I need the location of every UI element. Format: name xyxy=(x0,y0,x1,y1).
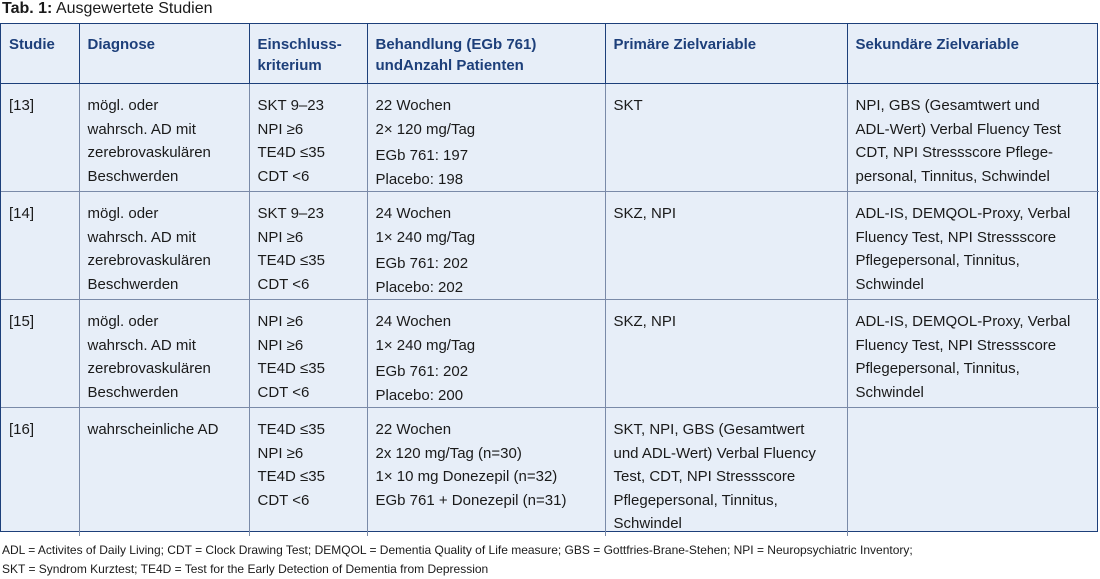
cell-diagnose xyxy=(79,192,249,300)
cell-studie xyxy=(1,300,79,408)
caption-text: Ausgewertete Studien xyxy=(55,0,213,17)
diagnose-line: wahrsch. AD mit xyxy=(87,228,196,246)
primaer-line: SKZ, NPI xyxy=(613,313,677,330)
sekundaer-line: ADL-Wert) Verbal Fluency Test xyxy=(855,120,1061,138)
cell-primaer xyxy=(605,84,847,192)
cell-kriterium xyxy=(249,408,367,536)
column-header-behandlung xyxy=(367,24,605,84)
primaer-line: Pflegepersonal, Tinnitus, xyxy=(613,491,778,509)
behandlung-line: EGb 761 + Donezepil (n=31) xyxy=(375,491,567,509)
cell-kriterium xyxy=(249,192,367,300)
sekundaer-line: ADL-IS, DEMQOL-Proxy, Verbal xyxy=(855,205,1071,222)
cell-behandlung xyxy=(367,192,605,300)
primaer-line: Schwindel xyxy=(613,515,682,532)
patients-line: EGb 761: 202 xyxy=(375,255,469,272)
primaer-line: SKT, NPI, GBS (Gesamtwert xyxy=(613,421,805,438)
kriterium-line: NPI ≥6 xyxy=(257,336,304,354)
table-caption xyxy=(2,0,212,18)
diagnose-line: wahrsch. AD mit xyxy=(87,120,196,138)
table-row xyxy=(1,408,1099,536)
sekundaer-line: Schwindel xyxy=(855,383,924,401)
sekundaer-line: CDT, NPI Stressscore Pflege- xyxy=(855,144,1054,161)
cell-primaer xyxy=(605,408,847,536)
column-header-line: Anzahl Patienten xyxy=(403,57,524,74)
kriterium-line: CDT <6 xyxy=(257,275,310,293)
behandlung-line: 24 Wochen xyxy=(375,313,452,330)
diagnose-line: Beschwerden xyxy=(87,383,179,401)
column-header-line: Sekundäre Zielvariable xyxy=(855,36,1019,53)
kriterium-line: CDT <6 xyxy=(257,383,310,401)
diagnose-line: mögl. oder xyxy=(87,313,159,330)
diagnose-line: wahrsch. AD mit xyxy=(87,336,196,354)
cell-sekundaer xyxy=(847,84,1099,192)
diagnose-line: zerebrovaskulären xyxy=(87,360,211,377)
kriterium-line: SKT 9–23 xyxy=(257,97,324,114)
diagnose-line: zerebrovaskulären xyxy=(87,252,211,269)
kriterium-line: SKT 9–23 xyxy=(257,205,324,222)
column-header-line: Studie xyxy=(9,36,55,53)
primaer-line: SKT xyxy=(613,97,643,114)
diagnose-line: wahrscheinliche AD xyxy=(87,421,219,438)
patients-line: EGb 761: 197 xyxy=(375,147,469,164)
column-header-line: kriterium xyxy=(257,57,322,74)
study-reference: [14] xyxy=(9,205,35,222)
sekundaer-line: NPI, GBS (Gesamtwert und xyxy=(855,97,1040,114)
diagnose-line: mögl. oder xyxy=(87,205,159,222)
column-header-line: Primäre Zielvariable xyxy=(613,36,757,53)
table-row xyxy=(1,300,1099,408)
behandlung-line: 2x 120 mg/Tag (n=30) xyxy=(375,444,522,462)
cell-diagnose xyxy=(79,408,249,536)
primaer-line: SKZ, NPI xyxy=(613,205,677,222)
column-header-diagnose xyxy=(79,24,249,84)
kriterium-line: CDT <6 xyxy=(257,491,310,509)
caption-label: Tab. 1: xyxy=(2,0,53,17)
behandlung-line: 1× 240 mg/Tag xyxy=(375,336,476,354)
column-header-line: Behandlung (EGb 761) und xyxy=(375,36,537,74)
sekundaer-line: Pflegepersonal, Tinnitus, xyxy=(855,360,1020,377)
sekundaer-line: Pflegepersonal, Tinnitus, xyxy=(855,252,1020,269)
footnote-line: SKT = Syndrom Kurztest; TE4D = Test for the Early Detection of Dementia from Depression xyxy=(2,562,489,576)
cell-sekundaer xyxy=(847,408,1099,536)
cell-sekundaer xyxy=(847,300,1099,408)
study-reference: [13] xyxy=(9,97,35,114)
cell-primaer xyxy=(605,192,847,300)
cell-behandlung xyxy=(367,300,605,408)
behandlung-line: 24 Wochen xyxy=(375,205,452,222)
sekundaer-line: ADL-IS, DEMQOL-Proxy, Verbal xyxy=(855,313,1071,330)
sekundaer-line: personal, Tinnitus, Schwindel xyxy=(855,167,1050,185)
diagnose-line: Beschwerden xyxy=(87,275,179,293)
column-header-sekundaere-zielvariable xyxy=(847,24,1099,84)
cell-diagnose xyxy=(79,84,249,192)
behandlung-line: 1× 240 mg/Tag xyxy=(375,228,476,246)
kriterium-line: NPI ≥6 xyxy=(257,444,304,462)
diagnose-line: Beschwerden xyxy=(87,167,179,185)
column-header-line: Diagnose xyxy=(87,36,156,53)
cell-behandlung xyxy=(367,408,605,536)
primaer-line: und ADL-Wert) Verbal Fluency xyxy=(613,444,816,462)
sekundaer-line: Fluency Test, NPI Stressscore xyxy=(855,228,1057,246)
cell-diagnose xyxy=(79,300,249,408)
behandlung-line: 22 Wochen xyxy=(375,97,452,114)
kriterium-line: NPI ≥6 xyxy=(257,228,304,246)
studies-table xyxy=(0,23,1098,532)
kriterium-line: TE4D ≤35 xyxy=(257,252,325,269)
column-header-studie xyxy=(1,24,79,84)
column-header-einschlusskriterium xyxy=(249,24,367,84)
cell-studie xyxy=(1,408,79,536)
kriterium-line: CDT <6 xyxy=(257,167,310,185)
behandlung-line: 1× 10 mg Donezepil (n=32) xyxy=(375,468,558,485)
column-header-primaere-zielvariable xyxy=(605,24,847,84)
kriterium-line: TE4D ≤35 xyxy=(257,468,325,485)
study-reference: [15] xyxy=(9,313,35,330)
cell-kriterium xyxy=(249,300,367,408)
kriterium-line: TE4D ≤35 xyxy=(257,360,325,377)
cell-sekundaer xyxy=(847,192,1099,300)
cell-behandlung xyxy=(367,84,605,192)
header-row xyxy=(1,24,1099,84)
sekundaer-line: Fluency Test, NPI Stressscore xyxy=(855,336,1057,354)
column-header-line: Einschluss- xyxy=(257,36,342,53)
footnote-line: ADL = Activites of Daily Living; CDT = Clock Drawing Test; DEMQOL = Dementia Quality of Life measure; GBS = Gottfries-Brane-Stehen; NPI = Neuropsychiatric Inventory; xyxy=(2,543,913,557)
kriterium-line: NPI ≥6 xyxy=(257,313,304,330)
cell-studie xyxy=(1,192,79,300)
table-row xyxy=(1,84,1099,192)
primaer-line: Test, CDT, NPI Stressscore xyxy=(613,468,796,485)
patients-line: EGb 761: 202 xyxy=(375,363,469,380)
cell-kriterium xyxy=(249,84,367,192)
diagnose-line: mögl. oder xyxy=(87,97,159,114)
abbreviations-footnote xyxy=(2,541,1098,579)
kriterium-line: NPI ≥6 xyxy=(257,120,304,138)
cell-studie xyxy=(1,84,79,192)
sekundaer-line: Schwindel xyxy=(855,275,924,293)
patients-line: Placebo: 200 xyxy=(375,386,464,404)
study-reference: [16] xyxy=(9,421,35,438)
patients-line: Placebo: 198 xyxy=(375,170,464,188)
diagnose-line: zerebrovaskulären xyxy=(87,144,211,161)
patients-line: Placebo: 202 xyxy=(375,278,464,296)
behandlung-line: 22 Wochen xyxy=(375,421,452,438)
cell-primaer xyxy=(605,300,847,408)
kriterium-line: TE4D ≤35 xyxy=(257,421,325,438)
behandlung-line: 2× 120 mg/Tag xyxy=(375,120,476,138)
kriterium-line: TE4D ≤35 xyxy=(257,144,325,161)
table-row xyxy=(1,192,1099,300)
